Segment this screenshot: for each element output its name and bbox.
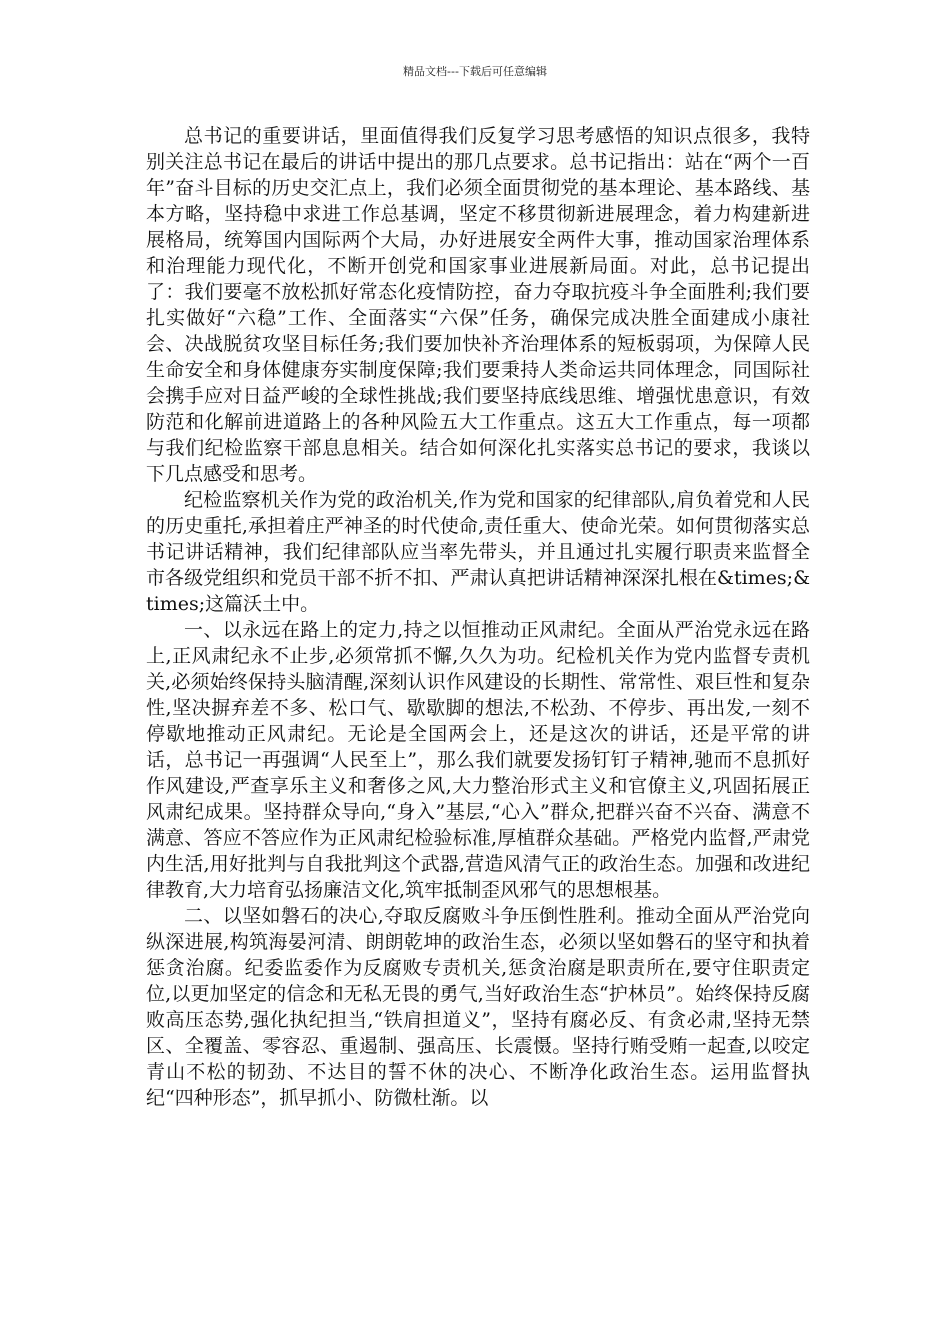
- paragraph-point-one: 一、以永远在路上的定力,持之以恒推动正风肃纪。全面从严治党永远在路上,正风肃纪永不止步,必须常抓不懈,久久为功。纪检机关作为党内监督专责机关,必须始终保持头脑清醒,深刻认识作风建设的长期性、常常性、艰巨性和复杂性,坚决摒弃差不多、松口气、歇歇脚的想法,不松劲、不停步、再出发,一刻不停歇地推动正风肃纪。无论是全国两会上，还是这次的讲话，还是平常的讲话，总书记一再强调“人民至上”，那么我们就要发扬钉钉子精神,驰而不息抓好作风建设,严查享乐主义和奢侈之风,大力整治形式主义和官僚主义,巩固拓展正风肃纪成果。坚持群众导向,“身入”基层,“心入”群众,把群兴奋不兴奋、满意不满意、答应不答应作为正风肃纪检验标准,厚植群众基础。严格党内监督,严肃党内生活,用好批判与自我批判这个武器,营造风清气正的政治生态。加强和改进纪律教育,大力培育弘扬廉洁文化,筑牢抵制歪风邪气的思想根基。: [146, 619, 810, 901]
- document-body: [146, 123, 810, 1111]
- page-header: 精品文档---下载后可任意编辑: [403, 65, 547, 78]
- paragraph-discipline-organs: 纪检监察机关作为党的政治机关,作为党和国家的纪律部队,肩负着党和人民的历史重托,承担着庄严神圣的时代使命,责任重大、使命光荣。如何贯彻落实总书记讲话精神，我们纪律部队应当率先带头，并且通过扎实履行职责来监督全市各级党组织和党员干部不折不扣、严肃认真把讲话精神深深扎根在&times;&times;这篇沃土中。: [146, 489, 810, 615]
- paragraph-intro: 总书记的重要讲话，里面值得我们反复学习思考感悟的知识点很多，我特别关注总书记在最后的讲话中提出的那几点要求。总书记指出：站在“两个一百年”奋斗目标的历史交汇点上，我们必须全面贯彻党的基本理论、基本路线、基本方略，坚持稳中求进工作总基调，坚定不移贯彻新进展理念，着力构建新进展格局，统筹国内国际两个大局，办好进展安全两件大事，推动国家治理体系和治理能力现代化，不断开创党和国家事业进展新局面。对此，总书记提出了：我们要毫不放松抓好常态化疫情防控，奋力夺取抗疫斗争全面胜利;我们要扎实做好“六稳”工作、全面落实“六保”任务，确保完成决胜全面建成小康社会、决战脱贫攻坚目标任务;我们要加快补齐治理体系的短板弱项，为保障人民生命安全和身体健康夯实制度保障;我们要秉持人类命运共同体理念，同国际社会携手应对日益严峻的全球性挑战;我们要坚持底线思维、增强忧患意识，有效防范和化解前进道路上的各种风险五大工作重点。这五大工作重点，每一项都与我们纪检监察干部息息相关。结合如何深化扎实落实总书记的要求，我谈以下几点感受和思考。: [146, 125, 810, 485]
- paragraph-point-two: 二、以坚如磐石的决心,夺取反腐败斗争压倒性胜利。推动全面从严治党向纵深进展,构筑海晏河清、朗朗乾坤的政治生态，必须以坚如磐石的坚守和执着惩贪治腐。纪委监委作为反腐败专责机关,惩贪治腐是职责所在,要守住职责定位,以更加坚定的信念和无私无畏的勇气,当好政治生态“护林员”。始终保持反腐败高压态势,强化执纪担当,“铁肩担道义”，坚持有腐必反、有贪必肃,坚持无禁区、全覆盖、零容忍、重遏制、强高压、长震慑。坚持行贿受贿一起查,以咬定青山不松的韧劲、不达目的誓不休的决心、不断净化政治生态。运用监督执纪“四种形态”，抓早抓小、防微杜渐。以: [146, 905, 810, 1109]
